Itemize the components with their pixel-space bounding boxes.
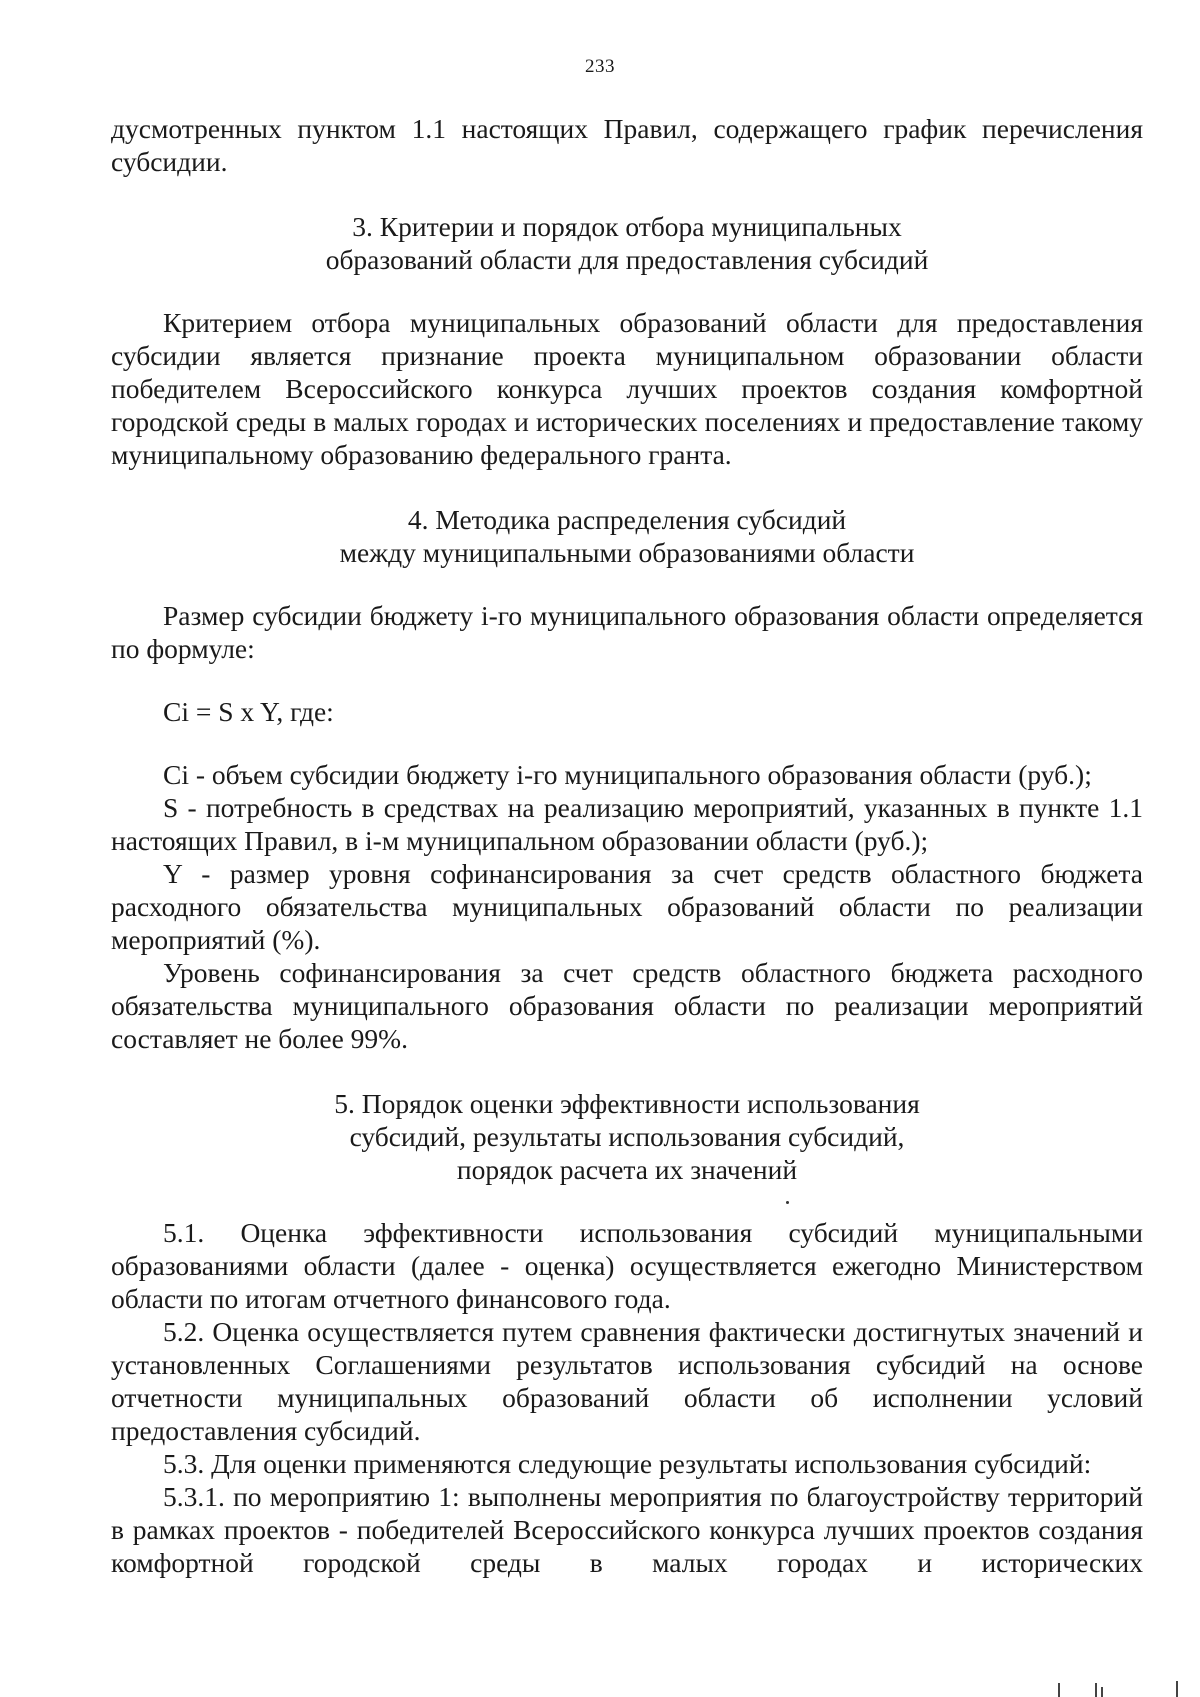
section-5-heading-line-3: порядок расчета их значений	[456, 1154, 798, 1185]
section-5-heading	[111, 1087, 1143, 1186]
section-3-heading-line-1: 3. Критерии и порядок отбора муниципальных	[352, 211, 902, 242]
section-4-heading-line-1: 4. Методика распределения субсидий	[407, 504, 847, 535]
page-number: 233	[585, 56, 615, 77]
definition-y: Y - размер уровня софинансирования за счет средств областного бюджета расходного обязательства муниципальных образований области по реализации мероприятий (%).	[111, 858, 1143, 955]
scan-edge-mark	[1101, 1687, 1103, 1697]
document-body	[111, 112, 1143, 1579]
intro-paragraph: дусмотренных пунктом 1.1 настоящих Правил, содержащего график перечисления субсидии.	[111, 113, 1143, 177]
paragraph-5-3-1: 5.3.1. по мероприятию 1: выполнены мероприятия по благоустройству территорий в рамках проектов - победителей Всероссийского конкурса лучших проектов создания комфортной городской среды в малых городах и исторических	[111, 1481, 1143, 1578]
scan-edge-mark	[1176, 1681, 1178, 1697]
definition-s: S - потребность в средствах на реализацию мероприятий, указанных в пункте 1.1 настоящих Правил, в i-м муниципальном образовании области (руб.);	[111, 792, 1143, 856]
paragraph-5-1: 5.1. Оценка эффективности использования субсидий муниципальными образованиями области (далее - оценка) осуществляется ежегодно Министерством области по итогам отчетного финансового года.	[111, 1217, 1143, 1314]
scan-dot	[786, 1201, 789, 1204]
section-5-heading-line-2: субсидий, результаты использования субсидий,	[349, 1121, 905, 1152]
formula: Ci = S x Y, где:	[163, 696, 334, 727]
paragraph-5-2: 5.2. Оценка осуществляется путем сравнения фактически достигнутых значений и установленных Соглашениями результатов использования субсидий на основе отчетности муниципальных образований области об исполнении условий предоставления субсидий.	[111, 1316, 1143, 1446]
section-3-paragraph: Критерием отбора муниципальных образований области для предоставления субсидии является признание проекта муниципальном образовании области победителем Всероссийского конкурса лучших проектов создания комфортной городской среды в малых городах и исторических поселениях и предоставление такому муниципальному образованию федерального гранта.	[111, 307, 1143, 470]
section-5-heading-line-1: 5. Порядок оценки эффективности использования	[334, 1088, 920, 1119]
section-4-heading-line-2: между муниципальными образованиями области	[339, 537, 915, 568]
scan-edge-mark	[1058, 1683, 1060, 1697]
section-4-heading	[111, 503, 1143, 569]
cofinancing-paragraph: Уровень софинансирования за счет средств областного бюджета расходного обязательства муниципального образования области по реализации мероприятий составляет не более 99%.	[111, 957, 1143, 1054]
scan-edge-mark	[1095, 1683, 1097, 1697]
paragraph-5-3: 5.3. Для оценки применяются следующие результаты использования субсидий:	[163, 1448, 1092, 1479]
section-3-heading	[111, 210, 1143, 276]
definition-ci: Ci - объем субсидии бюджету i-го муниципального образования области (руб.);	[163, 759, 1092, 790]
section-4-intro: Размер субсидии бюджету i-го муниципального образования области определяется по формуле:	[111, 600, 1143, 664]
section-3-heading-line-2: образований области для предоставления субсидий	[325, 244, 929, 275]
